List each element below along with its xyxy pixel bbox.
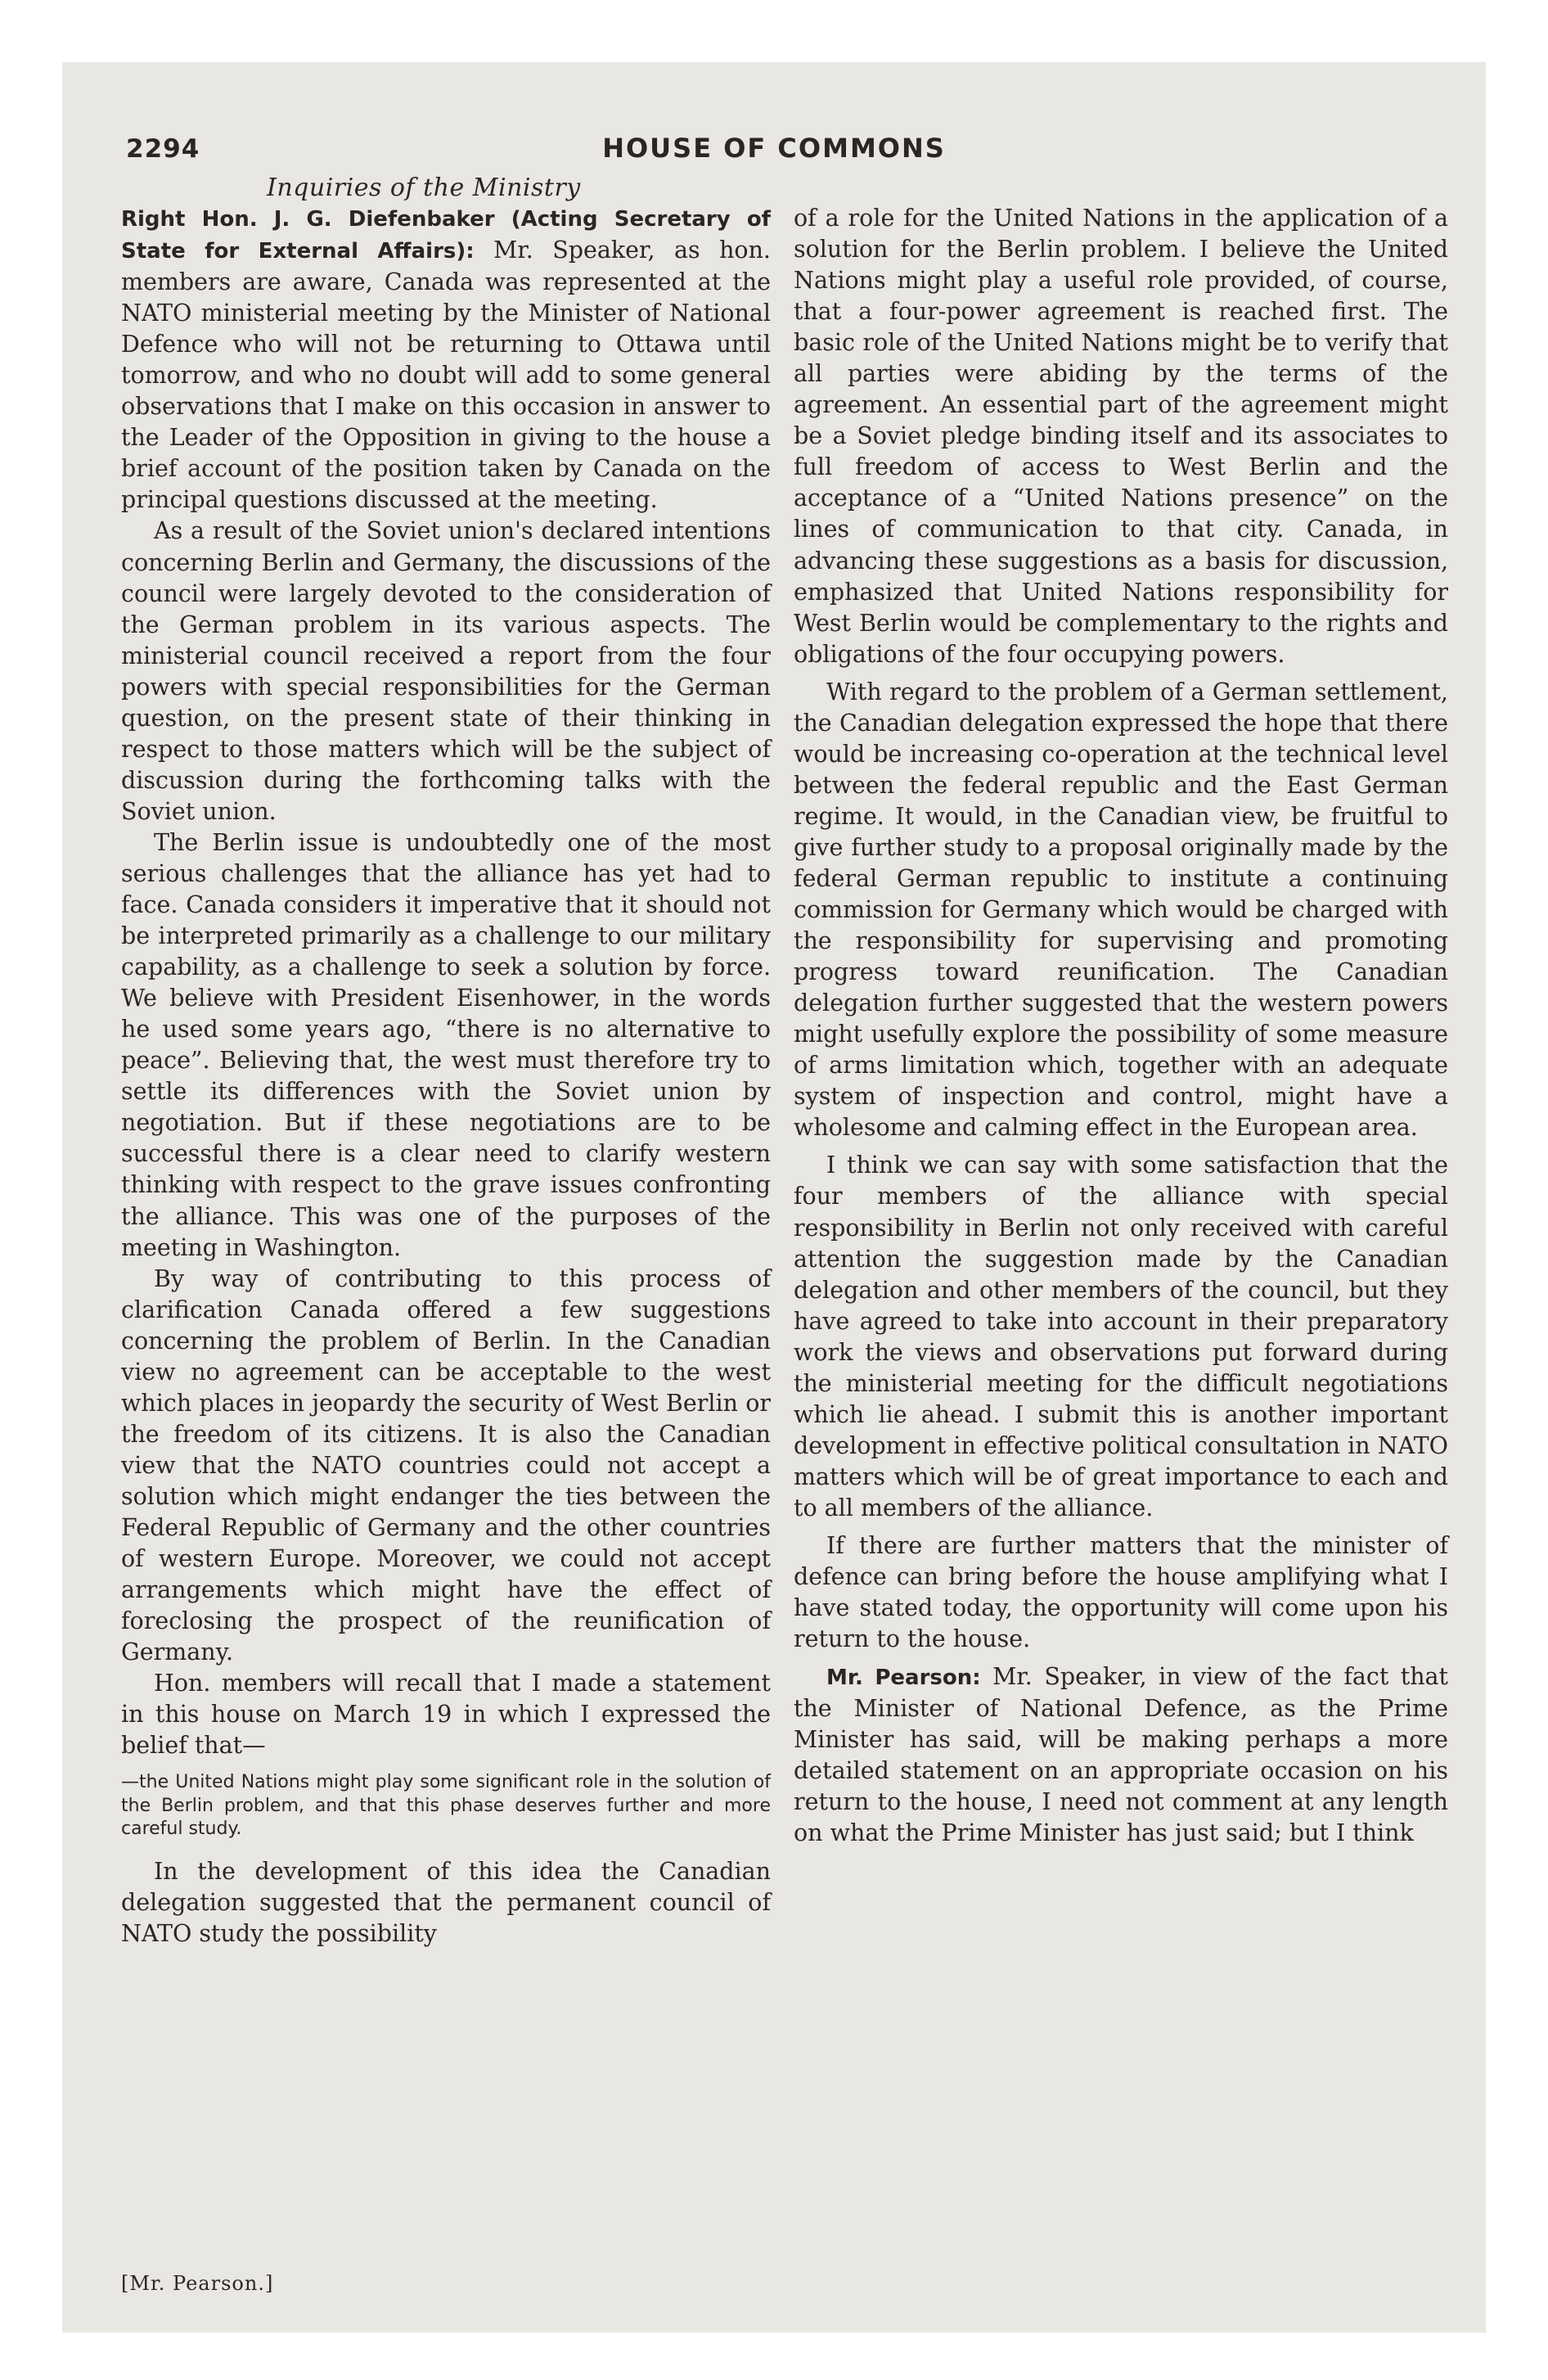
paragraph-text: Mr. Speaker, in view of the fact that the Minister of National Defence, as the Prime Minister has said, will be making perhaps a more detailed statement on an appropriate occasion on his return to the house, I need not comment at any length on what the Prime Minister has just said; but I think xyxy=(794,1663,1449,1847)
speaker-name: Right Hon. J. G. Diefenbaker (Acting Secretary of State for External Affairs): xyxy=(121,207,771,264)
running-head: HOUSE OF COMMONS xyxy=(602,133,946,164)
right-column xyxy=(794,203,1448,1849)
paragraph: In the development of this idea the Canadian delegation suggested that the permanent council of NATO study the possibility xyxy=(121,1857,771,1947)
section-subhead: Inquiries of the Ministry xyxy=(267,174,581,202)
speaker-footer-tag: [Mr. Pearson.] xyxy=(121,2272,274,2295)
block-quote: —the United Nations might play some significant role in the solution of the Berlin problem, and that this phase deserves further and more careful study. xyxy=(121,1772,771,1840)
paragraph: As a result of the Soviet union's declared intentions concerning Berlin and Germany, the discussions of the council were largely devoted to the consideration of the German problem in its various aspects. The ministerial council received a report from the four powers with special responsibilities for the German question, on the present state of their thinking in respect to those matters which will be the subject of discussion during the forthcoming talks with the Soviet union. xyxy=(121,517,771,825)
speaker-name: Mr. Pearson: xyxy=(826,1666,981,1691)
paragraph xyxy=(794,1661,1448,1849)
left-column xyxy=(121,203,771,1950)
paragraph: of a role for the United Nations in the application of a solution for the Berlin problem. I believe the United Nations might play a useful role provided, of course, that a four-power agreement is reached first. The basic role of the United Nations might be to verify that all parties were abiding by the terms of the agreement. An essential part of the agreement might be a Soviet pledge binding itself and its associates to full freedom of access to West Berlin and the acceptance of a “United Nations presence” on the lines of communication to that city. Canada, in advancing these suggestions as a basis for discussion, emphasized that United Nations responsibility for West Berlin would be complementary to the rights and obligations of the four occupying powers. xyxy=(794,205,1448,668)
document-page xyxy=(62,62,1486,2333)
paragraph: I think we can say with some satisfaction that the four members of the alliance with special responsibility in Berlin not only received with careful attention the suggestion made by the Canadian delegation and other members of the council, but they have agreed to take into account in their preparatory work the views and observations put forward during the ministerial meeting for the difficult negotiations which lie ahead. I submit this is another important development in effective political consultation in NATO matters which will be of great importance to each and to all members of the alliance. xyxy=(794,1152,1448,1521)
paragraph: With regard to the problem of a German settlement, the Canadian delegation expressed the hope that there would be increasing co-operation at the technical level between the federal republic and the East German regime. It would, in the Canadian view, be fruitful to give further study to a proposal originally made by the federal German republic to institute a continuing commission for Germany which would be charged with the responsibility for supervising and promoting progress toward reunification. The Canadian delegation further suggested that the western powers might usefully explore the possibility of some measure of arms limitation which, together with an adequate system of inspection and control, might have a wholesome and calming effect in the European area. xyxy=(794,678,1448,1142)
paragraph: Hon. members will recall that I made a statement in this house on March 19 in which I expressed the belief that— xyxy=(121,1670,771,1760)
paragraph: The Berlin issue is undoubtedly one of the most serious challenges that the alliance has yet had to face. Canada considers it imperative that it should not be interpreted primarily as a challenge to our military capability, as a challenge to seek a solution by force. We believe with President Eisenhower, in the words he used some years ago, “there is no alternative to peace”. Believing that, the west must therefore try to settle its differences with the Soviet union by negotiation. But if these negotiations are to be successful there is a clear need to clarify western thinking with respect to the grave issues confronting the alliance. This was one of the purposes of the meeting in Washington. xyxy=(121,828,771,1261)
paragraph: By way of contributing to this process of clarification Canada offered a few suggestions concerning the problem of Berlin. In the Canadian view no agreement can be acceptable to the west which places in jeopardy the security of West Berlin or the freedom of its citizens. It is also the Canadian view that the NATO countries could not accept a solution which might endanger the ties between the Federal Republic of Germany and the other countries of western Europe. Moreover, we could not accept arrangements which might have the effect of foreclosing the prospect of the reunification of Germany. xyxy=(121,1264,771,1666)
page-number: 2294 xyxy=(126,134,200,164)
paragraph-text: Mr. Speaker, as hon. members are aware, Canada was represented at the NATO ministerial meeting by the Minister of National Defence who will not be returning to Ottawa until tomorrow, and who no doubt will add to some general observations that I make on this occasion in answer to the Leader of the Opposition in giving to the house a brief account of the position taken by Canada on the principal questions discussed at the meeting. xyxy=(121,237,771,514)
paragraph xyxy=(121,203,771,516)
paragraph: If there are further matters that the minister of defence can bring before the house amplifying what I have stated today, the opportunity will come upon his return to the house. xyxy=(794,1531,1448,1653)
